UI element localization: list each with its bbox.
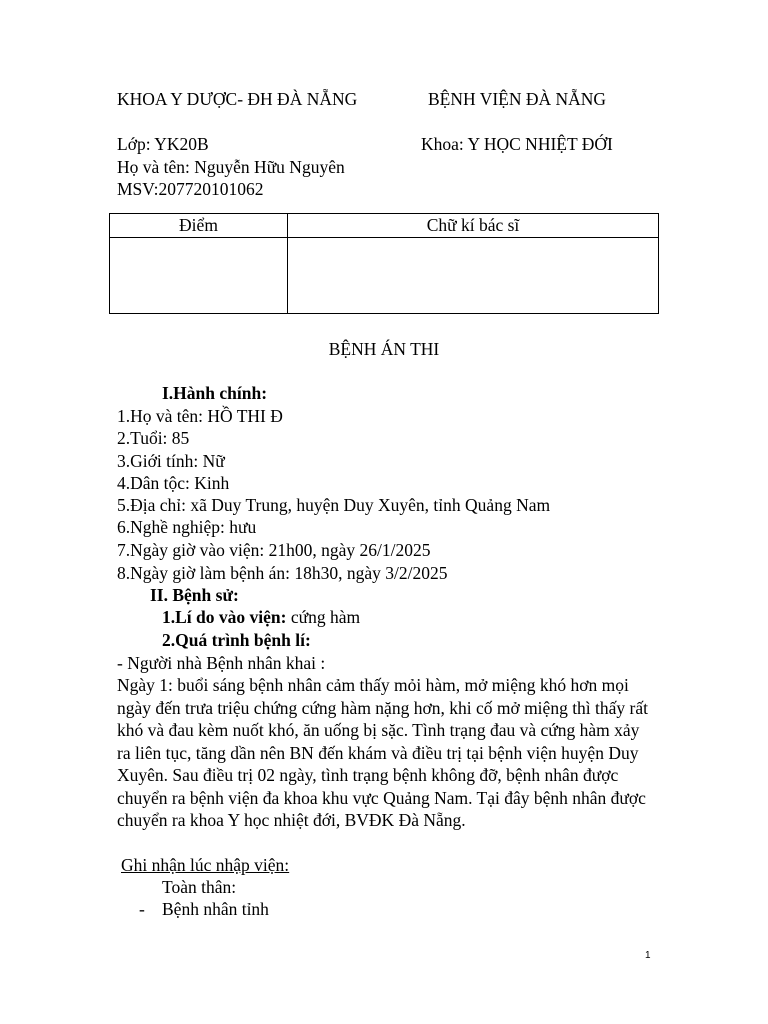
student-id-line: MSV:207720101062: [117, 179, 264, 199]
disease-course-heading: 2.Quá trình bệnh lí:: [162, 630, 311, 650]
general-status-label: Toàn thân:: [162, 877, 237, 897]
admin-item-address: 5.Địa chỉ: xã Duy Trung, huyện Duy Xuyên, tỉnh Quảng Nam: [117, 495, 551, 515]
history-heading: II. Bệnh sử:: [150, 585, 239, 605]
student-name-line: Họ và tên: Nguyễn Hữu Nguyên: [117, 157, 345, 177]
document-title: BỆNH ÁN THI: [328, 339, 440, 359]
class-line: Lớp: YK20B: [117, 134, 209, 154]
informant-line: - Người nhà Bệnh nhân khai :: [117, 653, 326, 673]
admin-item-record-time: 8.Ngày giờ làm bệnh án: 18h30, ngày 3/2/2025: [117, 563, 448, 583]
faculty-header: KHOA Y DƯỢC- ĐH ĐÀ NẴNG: [117, 89, 358, 109]
admission-notes-heading: Ghi nhận lúc nhập viện:: [121, 855, 290, 875]
admin-item-gender: 3.Giới tính: Nữ: [117, 451, 225, 471]
admin-item-occupation: 6.Nghề nghiệp: hưu: [117, 517, 257, 537]
score-column-header: Điểm: [179, 215, 218, 235]
page-number: 1: [645, 950, 651, 961]
reason-label: 1.Lí do vào viện:: [162, 607, 287, 627]
admin-heading: I.Hành chính:: [162, 383, 268, 403]
signature-cell: [288, 238, 658, 314]
reason-value: cứng hàm: [286, 607, 361, 627]
admin-item-admission-time: 7.Ngày giờ vào viện: 21h00, ngày 26/1/2025: [117, 540, 431, 560]
score-cell: [110, 238, 287, 314]
admission-reason: [162, 606, 360, 629]
admin-item-name: 1.Họ và tên: HỒ THI Đ: [117, 406, 283, 426]
bullet-conscious: Bệnh nhân tỉnh: [162, 899, 269, 919]
bullet-dash: -: [139, 899, 145, 919]
hospital-header: BỆNH VIỆN ĐÀ NẴNG: [428, 89, 607, 109]
admin-item-ethnicity: 4.Dân tộc: Kinh: [117, 473, 230, 493]
signature-column-header: Chữ kí bác sĩ: [426, 215, 520, 235]
department-line: Khoa: Y HỌC NHIỆT ĐỚI: [421, 134, 613, 154]
history-narrative: Ngày 1: buổi sáng bệnh nhân cảm thấy mỏi hàm, mở miệng khó hơn mọi ngày đến trưa triệu chứng cứng hàm nặng hơn, khi cố mở miệng thì thấy rất khó và đau kèm nuốt khó, ăn uống bị sặc. Tình trạng đau và cứng hàm xảy ra liên tục, tăng dần nên BN đến khám và điều trị tại bệnh viện huyện Duy Xuyên. Sau điều trị 02 ngày, tình trạng bệnh không đỡ, bệnh nhân được chuyển ra bệnh viện đa khoa khu vực Quảng Nam. Tại đây bệnh nhân được chuyển ra khoa Y học nhiệt đới, BVĐK Đà Nẵng.: [117, 675, 648, 830]
admin-item-age: 2.Tuổi: 85: [117, 428, 190, 448]
grade-table: [109, 213, 659, 314]
